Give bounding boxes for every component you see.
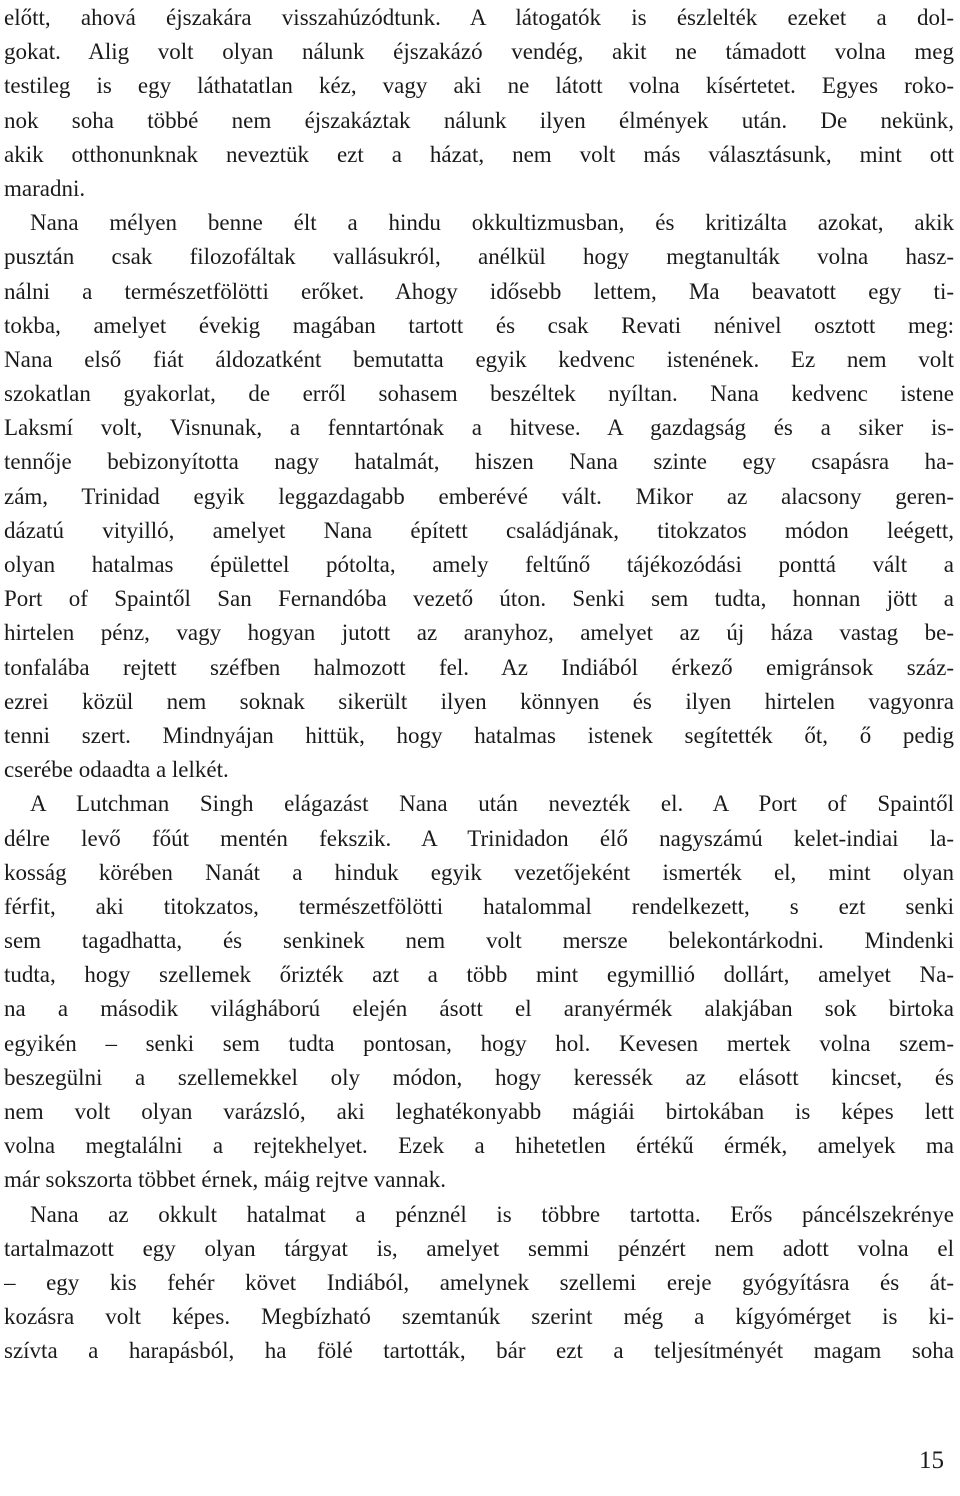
text-line: kosság körében Nanát a hinduk egyik vezetőjeként ismerték el, mint olyan — [4, 859, 954, 885]
text-line: na a második világháború elején ásott el aranyérmék alakjában sok birtoka — [4, 996, 954, 1022]
text-line: dázatú vityilló, amelyet Nana épített családjának, titokzatos módon leégett, — [4, 517, 954, 543]
text-line: tudta, hogy szellemek őrizték azt a több mint egymillió dollárt, amelyet Na- — [4, 962, 954, 988]
text-line: hirtelen pénz, vagy hogyan jutott az aranyhoz, amelyet az új háza vastag be- — [4, 620, 954, 646]
text-line: nálni a természetfölötti erőket. Ahogy idősebb lettem, Ma beavatott egy ti- — [4, 278, 954, 304]
text-line: előtt, ahová éjszakára visszahúzódtunk. A látogatók is észlelték ezeket a dol- — [4, 5, 954, 30]
text-line: akik otthonunknak neveztük ezt a házat, nem volt más választásunk, mint ott — [4, 141, 954, 167]
text-line: szokatlan gyakorlat, de erről sohasem beszéltek nyíltan. Nana kedvenc istene — [4, 381, 954, 407]
text-line: sem tagadhatta, és senkinek nem volt mersze belekontárkodni. Mindenki — [4, 928, 954, 954]
text-line: zám, Trinidad egyik leggazdagabb emberévé vált. Mikor az alacsony geren- — [4, 483, 954, 509]
text-line: egyikén – senki sem tudta pontosan, hogy hol. Kevesen mertek volna szem- — [4, 1030, 954, 1056]
text-line: A Lutchman Singh elágazást Nana után nevezték el. A Port of Spaintől — [30, 791, 954, 817]
text-line: délre levő főút mentén fekszik. A Trinidadon élő nagyszámú kelet-indiai la- — [4, 825, 954, 851]
text-line: maradni. — [4, 175, 86, 201]
text-line: Nana első fiát áldozatként bemutatta egyik kedvenc istenének. Ez nem volt — [4, 346, 954, 372]
text-line: Nana az okkult hatalmat a pénznél is többre tartotta. Erős páncélszekrénye — [30, 1201, 954, 1227]
text-line: tonfalába rejtett széfben halmozott fel. Az Indiából érkező emigránsok száz- — [4, 654, 954, 680]
page-number: 15 — [919, 1447, 944, 1474]
text-line: olyan hatalmas épülettel pótolta, amely feltűnő tájékozódási ponttá vált a — [4, 552, 954, 577]
text-line: tartalmazott egy olyan tárgyat is, amelyet semmi pénzért nem adott volna el — [4, 1235, 954, 1261]
text-line: pusztán csak filozofáltak vallásukról, anélkül hogy megtanulták volna hasz- — [4, 244, 954, 270]
text-line: szívta a harapásból, ha fölé tartották, bár ezt a teljesítményét magam soha — [4, 1338, 954, 1364]
text-line: testileg is egy láthatatlan kéz, vagy aki ne látott volna kísértetet. Egyes roko- — [4, 73, 954, 99]
text-line: tennője bebizonyította nagy hatalmát, hiszen Nana szinte egy csapásra ha- — [4, 449, 954, 475]
text-line: tokba, amelyet évekig magában tartott és csak Revati nénivel osztott meg: — [4, 312, 954, 338]
text-line: Port of Spaintől San Fernandóba vezető úton. Senki sem tudta, honnan jött a — [4, 586, 954, 612]
text-line: volna megtalálni a rejtekhelyet. Ezek a hihetetlen értékű érmék, amelyek ma — [4, 1133, 954, 1159]
text-line: férfit, aki titokzatos, természetfölötti hatalommal rendelkezett, s ezt senki — [4, 893, 954, 919]
text-line: Nana mélyen benne élt a hindu okkultizmusban, és kritizálta azokat, akik — [30, 210, 954, 236]
body-text — [4, 1, 954, 1369]
text-line: kozásra volt képes. Megbízható szemtanúk szerint még a kígyómérget is ki- — [4, 1304, 954, 1330]
text-line: Laksmí volt, Visnunak, a fenntartónak a hitvese. A gazdagság és a siker is- — [4, 415, 954, 441]
text-line: gokat. Alig volt olyan nálunk éjszakázó vendég, akit ne támadott volna meg — [4, 39, 954, 65]
text-line: ezrei közül nem soknak sikerült ilyen könnyen és ilyen hirtelen vagyonra — [4, 688, 954, 714]
text-line: tenni szert. Mindnyájan hittük, hogy hatalmas istenek segítették őt, ő pedig — [4, 722, 954, 748]
text-line: már sokszorta többet érnek, máig rejtve vannak. — [4, 1167, 446, 1193]
text-line: cserébe odaadta a lelkét. — [4, 757, 229, 783]
text-line: nok soha többé nem éjszakáztak nálunk ilyen élmények után. De nekünk, — [4, 107, 954, 133]
text-line: beszegülni a szellemekkel oly módon, hogy keressék az elásott kincset, és — [4, 1064, 954, 1090]
text-line: nem volt olyan varázsló, aki leghatékonyabb mágiái birtokában is képes lett — [4, 1099, 954, 1124]
text-line: – egy kis fehér követ Indiából, amelynek szellemi ereje gyógyításra és át- — [4, 1269, 954, 1295]
